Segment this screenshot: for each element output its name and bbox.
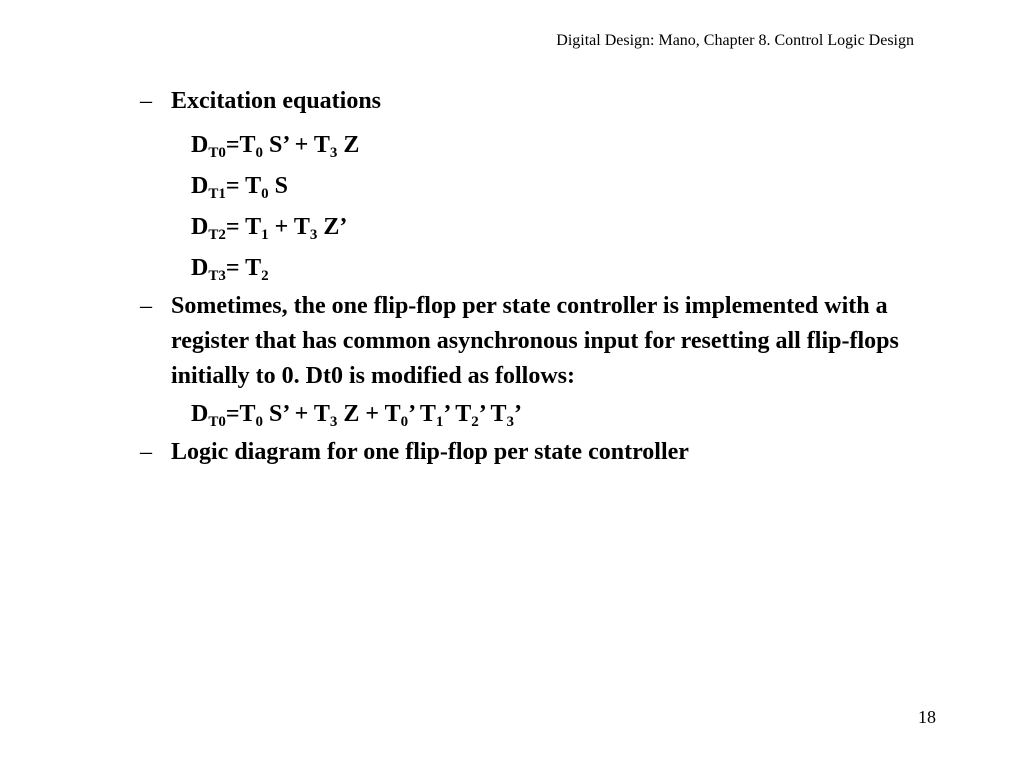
- bullet-dash: –: [140, 293, 152, 319]
- eq-part: Z: [337, 132, 360, 158]
- eq-part: =T: [225, 132, 256, 158]
- eq-sub: 3: [309, 227, 318, 243]
- eq-part: ’: [514, 401, 523, 427]
- bullet-excitation-equations: [140, 84, 960, 119]
- eq-sub: 1: [261, 227, 269, 243]
- eq-sub: 0: [400, 414, 409, 430]
- bullet-text: Excitation equations: [171, 88, 382, 114]
- eq-part: =T: [225, 401, 256, 427]
- bullet-logic-diagram: [140, 435, 960, 470]
- eq-part: ’ T: [478, 401, 507, 427]
- eq-sub: 3: [329, 145, 338, 161]
- eq-lhs-sub: T2: [208, 227, 226, 243]
- eq-lhs: D: [191, 214, 209, 240]
- slide-body: [140, 84, 960, 470]
- eq-lhs: D: [191, 255, 209, 281]
- eq-lhs-sub: T0: [208, 414, 226, 430]
- bullet-dash: –: [140, 88, 152, 114]
- eq-part: = T: [225, 173, 262, 199]
- eq-part: + T: [268, 214, 310, 240]
- slide-header: Digital Design: Mano, Chapter 8. Control Logic Design: [556, 32, 914, 49]
- eq-sub: 3: [329, 414, 338, 430]
- eq-part: ’ T: [443, 401, 472, 427]
- eq-lhs-sub: T0: [208, 145, 226, 161]
- equation-dt1: [140, 166, 960, 207]
- equation-dt0: [140, 125, 960, 166]
- bullet-text: Logic diagram for one flip-flop per state controller: [171, 439, 689, 465]
- equation-dt0-modified: [140, 394, 960, 435]
- bullet-asynchronous-reset: [140, 289, 960, 394]
- eq-sub: 0: [255, 414, 264, 430]
- eq-lhs: D: [191, 132, 209, 158]
- eq-sub: 2: [471, 414, 479, 430]
- eq-part: S’ + T: [263, 132, 330, 158]
- equation-dt2: [140, 207, 960, 248]
- eq-lhs: D: [191, 173, 209, 199]
- eq-sub: 0: [255, 145, 264, 161]
- eq-part: Z + T: [337, 401, 401, 427]
- equation-dt3: [140, 248, 960, 289]
- eq-lhs-sub: T3: [208, 268, 226, 284]
- eq-sub: 3: [506, 414, 515, 430]
- bullet-text: Sometimes, the one flip-flop per state controller is implemented with a register that has common asynchronous input for resetting all flip-flops initially to 0. Dt0 is modified as follows:: [171, 293, 899, 389]
- eq-part: ’ T: [408, 401, 436, 427]
- eq-sub: 2: [261, 268, 269, 284]
- page-number: 18: [918, 707, 936, 727]
- eq-part: = T: [225, 214, 262, 240]
- bullet-dash: –: [140, 439, 152, 465]
- eq-part: S: [268, 173, 288, 199]
- eq-sub: 0: [261, 186, 269, 202]
- eq-lhs: D: [191, 401, 209, 427]
- eq-part: Z’: [317, 214, 348, 240]
- eq-part: = T: [225, 255, 262, 281]
- eq-lhs-sub: T1: [208, 186, 226, 202]
- eq-sub: 1: [435, 414, 444, 430]
- eq-part: S’ + T: [263, 401, 330, 427]
